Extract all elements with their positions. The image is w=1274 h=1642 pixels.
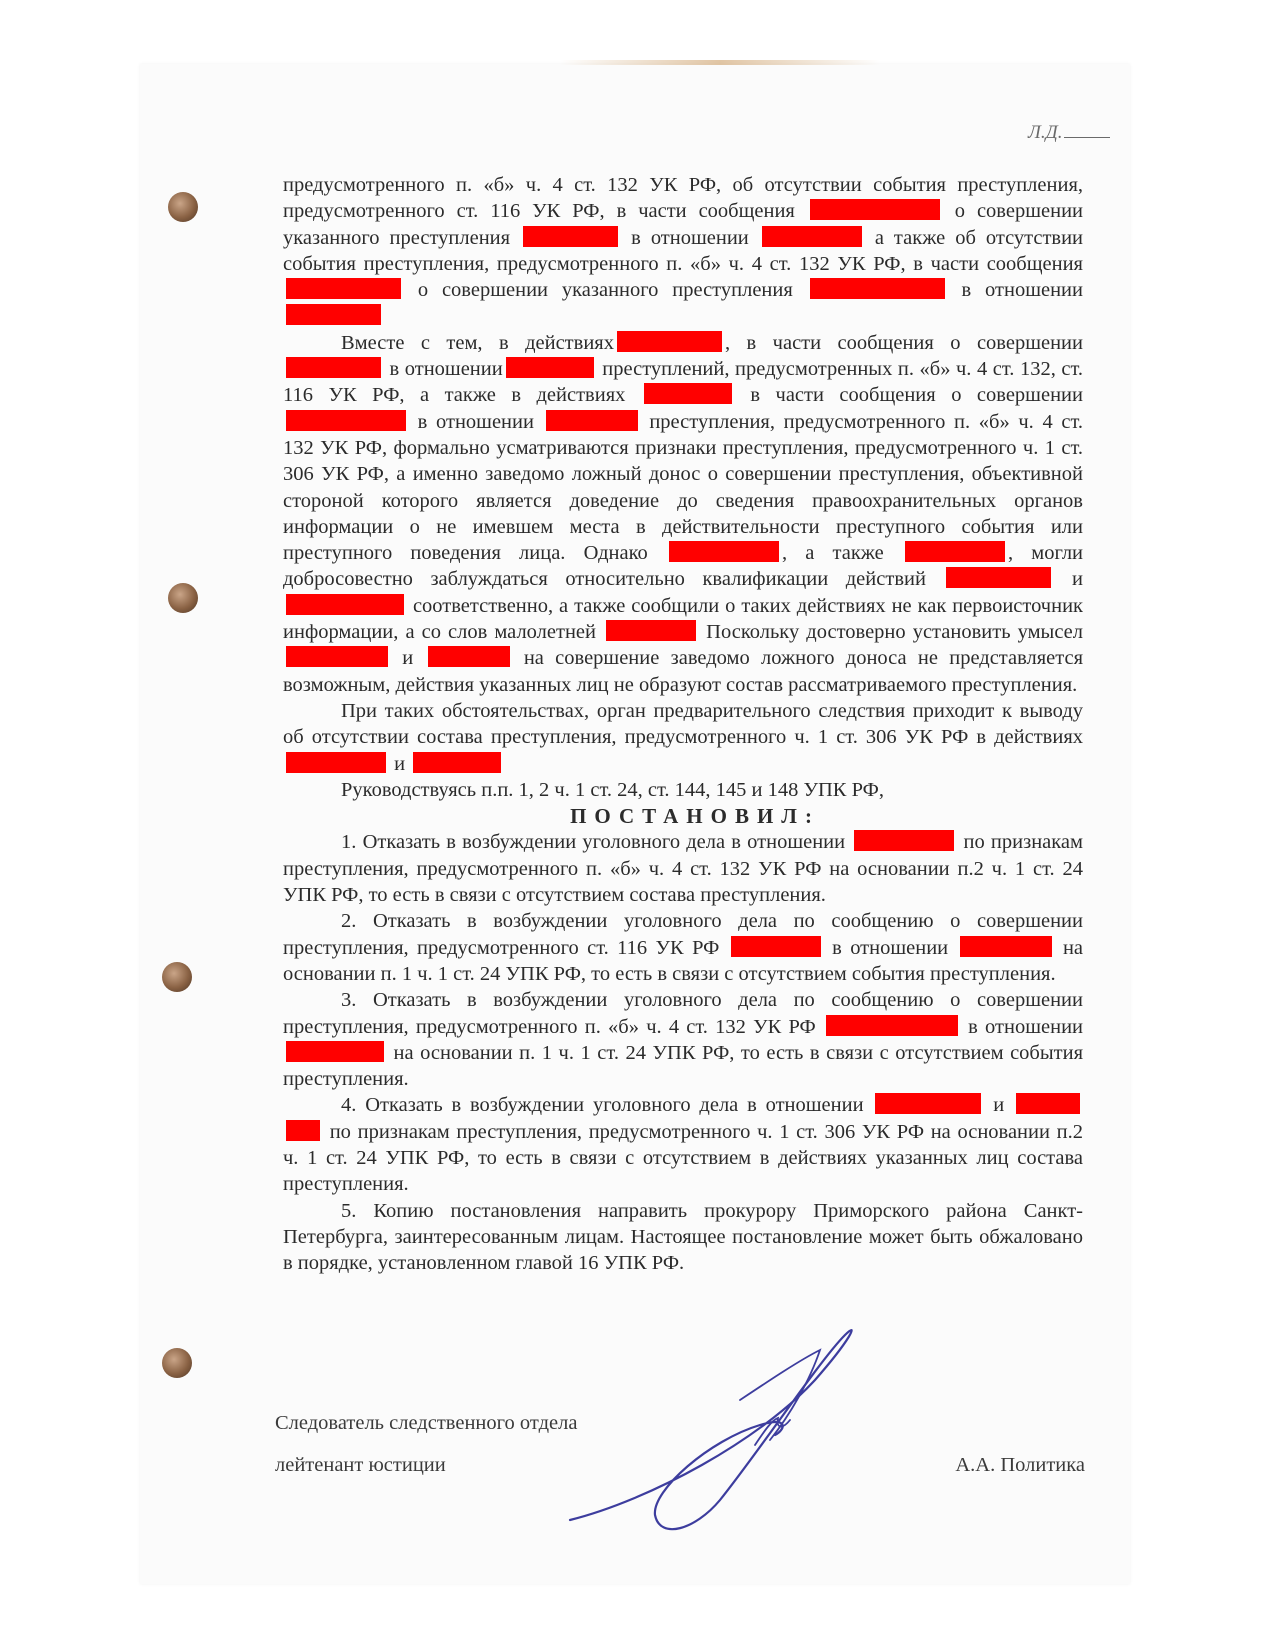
paragraph-1 <box>283 172 1083 330</box>
text-run: предусмотренного п. «б» ч. 4 ст. 132 УК РФ, об отсутствии события преступления, предусмотренного ст. 116 УК РФ, в части сообщения <box>283 174 1083 223</box>
text-run: в части сообщения о совершении <box>750 384 1083 407</box>
paragraph-4: Руководствуясь п.п. 1, 2 ч. 1 ст. 24, ст. 144, 145 и 148 УПК РФ, <box>341 778 884 801</box>
handwritten-signature <box>560 1320 940 1540</box>
text-run: на совершение заведомо ложного доноса не представляется возможным, действия указанных лиц не образуют состав рассматриваемого преступления. <box>283 647 1084 696</box>
redaction <box>854 830 954 851</box>
text-run: в отношении <box>389 358 503 381</box>
text-run: о совершении указанного преступления <box>283 200 1084 249</box>
page-number-blank <box>1064 137 1110 138</box>
redaction <box>546 410 638 431</box>
redaction <box>286 278 401 299</box>
redaction <box>286 752 386 773</box>
text-run: 1. Отказать в возбуждении уголовного дела в отношении <box>341 831 846 854</box>
redaction <box>506 357 594 378</box>
redaction <box>762 226 862 247</box>
text-run: на основании п. 1 ч. 1 ст. 24 УПК РФ, то есть в связи с отсутствием события преступления. <box>283 936 1084 985</box>
text-run: , могли добросовестно заблуждаться относительно квалификации действий <box>283 542 1084 591</box>
text-run: в отношении <box>961 279 1084 302</box>
redaction <box>286 594 404 615</box>
text-run: , в части сообщения о совершении <box>724 331 1083 354</box>
investigator-rank: лейтенант юстиции <box>275 1454 446 1476</box>
text-run: на основании п. 1 ч. 1 ст. 24 УПК РФ, то есть в связи с отсутствием события преступления. <box>283 1041 1083 1091</box>
text-run: по признакам преступления, предусмотренного ч. 1 ст. 306 УК РФ на основании п.2 ч. 1 ст. 24 УПК РФ, то есть в связи с отсутствием в действиях указанных лиц состава преступления. <box>283 1120 1083 1196</box>
text-run: 4. Отказать в возбуждении уголовного дела в отношении <box>341 1094 864 1117</box>
text-run: Вместе с тем, в действиях <box>341 331 614 354</box>
punch-hole <box>162 1348 192 1378</box>
document-body <box>283 172 1083 1276</box>
redaction <box>960 936 1052 957</box>
redaction <box>413 752 501 773</box>
redaction <box>286 357 381 378</box>
page-reference <box>1028 122 1110 144</box>
resolution-item-2 <box>283 908 1083 987</box>
punch-hole <box>168 192 198 222</box>
redaction <box>523 226 618 247</box>
redaction <box>731 936 821 957</box>
paragraph-3 <box>283 698 1083 777</box>
resolution-item-5: 5. Копию постановления направить прокурору Приморского района Санкт-Петербурга, заинтересованным лицам. Настоящее постановление может быть обжаловано в порядке, установленном главой 16 УПК РФ. <box>283 1199 1083 1275</box>
text-run: преступлений, предусмотренных п. «б» ч. 4 ст. 132, ст. 116 УК РФ, а также в действиях <box>283 358 1083 407</box>
redaction <box>428 646 510 667</box>
redaction <box>606 620 696 641</box>
redaction <box>826 1015 958 1036</box>
punch-hole <box>162 962 192 992</box>
text-run: При таких обстоятельствах, орган предварительного следствия приходит к выводу об отсутствии состава преступления, предусмотренного ч. 1 ст. 306 УК РФ в действиях <box>283 699 1083 749</box>
redaction <box>810 278 945 299</box>
redaction <box>669 541 779 562</box>
resolution-item-3 <box>283 987 1083 1092</box>
text-run: в отношении <box>968 1015 1084 1038</box>
redaction <box>1016 1093 1080 1114</box>
resolution-item-4 <box>283 1092 1083 1197</box>
redaction <box>286 410 406 431</box>
text-run: Поскольку достоверно установить умысел <box>706 621 1084 644</box>
text-run: и <box>993 1094 1005 1117</box>
text-run: преступления, предусмотренного п. «б» ч. 4 ст. 132 УК РФ, формально усматриваются признаки преступления, предусмотренного ч. 1 ст. 306 УК РФ, а именно заведомо ложный донос о совершении преступления, объективной стороной которого является доведение до сведения правоохранительных органов информации о не имевшем места в действительности преступного события или преступного поведения лица. Однако <box>283 410 1084 565</box>
redaction <box>286 304 381 325</box>
text-run: соответственно, а также сообщили о таких действиях не как первоисточник информации, а со слов малолетней <box>283 594 1084 644</box>
redaction <box>286 1120 320 1141</box>
redaction <box>617 331 722 352</box>
paragraph-2 <box>283 330 1083 698</box>
paper-tear-edge <box>560 60 880 65</box>
text-run: и <box>394 752 406 775</box>
text-run: , а также <box>781 542 884 565</box>
resolution-heading: ПОСТАНОВИЛ: <box>570 804 820 829</box>
text-run: и <box>1072 568 1084 591</box>
text-run: по признакам преступления, предусмотренного п. «б» ч. 4 ст. 132 УК РФ на основании п.2 ч. 1 ст. 24 УПК РФ, то есть в связи с отсутствием состава преступления. <box>283 831 1083 907</box>
text-run: в отношении <box>417 410 534 433</box>
text-run: в отношении <box>832 936 949 959</box>
redaction <box>286 646 388 667</box>
investigator-name: А.А. Политика <box>955 1454 1085 1476</box>
text-run: 3. Отказать в возбуждении уголовного дела по сообщению о совершении преступления, предусмотренного п. «б» ч. 4 ст. 132 УК РФ <box>283 989 1083 1038</box>
text-run: 2. Отказать в возбуждении уголовного дела по сообщению о совершении преступления, предусмотренного ст. 116 УК РФ <box>283 910 1083 959</box>
resolution-item-1 <box>283 829 1083 908</box>
redaction <box>286 1041 384 1062</box>
redaction <box>810 199 940 220</box>
text-run: а также об отсутствии события преступления, предусмотренного п. «б» ч. 4 ст. 132 УК РФ, в части сообщения <box>283 226 1084 275</box>
redaction <box>946 567 1051 588</box>
investigator-position: Следователь следственного отдела <box>275 1412 578 1434</box>
text-run: и <box>402 647 414 670</box>
punch-hole <box>168 583 198 613</box>
redaction <box>905 541 1005 562</box>
redaction <box>644 383 732 404</box>
text-run: о совершении указанного преступления <box>417 279 793 302</box>
redaction <box>875 1093 981 1114</box>
text-run: в отношении <box>631 226 749 249</box>
signature-stroke <box>570 1330 852 1529</box>
page-reference-label: Л.Д. <box>1028 122 1063 143</box>
